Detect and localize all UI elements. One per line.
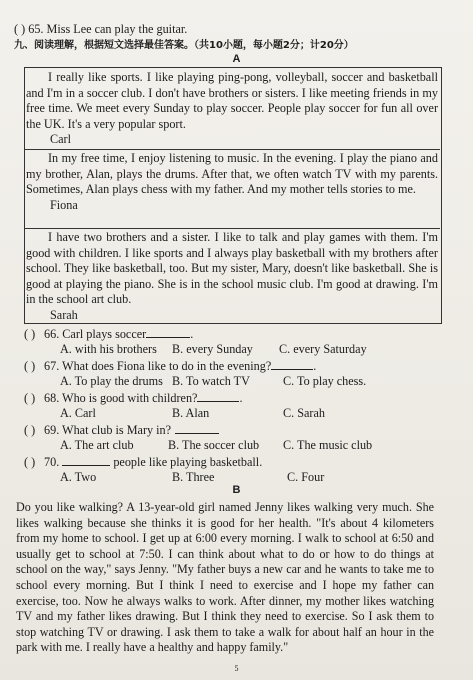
question-65 bbox=[14, 22, 187, 37]
option-a[interactable]: A. The art club bbox=[60, 438, 134, 452]
page-number: 5 bbox=[234, 664, 239, 673]
passage-author: Sarah bbox=[50, 307, 78, 322]
option-c[interactable]: C. The music club bbox=[283, 438, 373, 452]
option-a[interactable]: A. with his brothers bbox=[60, 342, 157, 356]
option-b[interactable]: B. Three bbox=[172, 470, 215, 484]
option-c[interactable]: C. every Saturday bbox=[279, 342, 367, 356]
passage-text: In my free time, I enjoy listening to music. In the evening. I play the piano and my brother, Alan, plays the drums. After that, we often watch TV with my parents. Sometimes, Alan plays chess with my father. And my mother tells stories to me. bbox=[26, 151, 438, 197]
answer-paren[interactable]: ( ) bbox=[24, 391, 36, 405]
answer-paren[interactable]: ( ) bbox=[24, 327, 36, 341]
option-c[interactable]: C. Four bbox=[287, 470, 325, 484]
question-stem: 67. What does Fiona like to do in the evening? bbox=[44, 359, 272, 373]
option-c[interactable]: C. Sarah bbox=[283, 406, 325, 420]
question-66 bbox=[24, 326, 193, 342]
passage-author: Carl bbox=[50, 132, 71, 147]
option-b[interactable]: B. To watch TV bbox=[172, 374, 250, 388]
question-stem-end: . bbox=[313, 359, 317, 373]
passage-b bbox=[16, 500, 434, 656]
answer-paren[interactable]: ( ) bbox=[14, 22, 26, 36]
question-70 bbox=[24, 454, 262, 470]
passage-carl bbox=[26, 70, 438, 148]
answer-paren[interactable]: ( ) bbox=[24, 423, 36, 437]
question-stem-end: . bbox=[190, 327, 194, 341]
question-stem: 70. bbox=[44, 455, 60, 469]
option-c[interactable]: C. To play chess. bbox=[283, 374, 367, 388]
passage-divider bbox=[24, 228, 440, 229]
passage-text: I have two brothers and a sister. I like to talk and play games with them. I'm good with children. I like sports and I always play basketball with my brothers after school. They like basketball, too. But my sister, Mary, doesn't like basketball. She is good at playing the piano. She is in the school music club. I'm good at drawing. I'm in the school art club. bbox=[26, 230, 438, 307]
passage-divider bbox=[24, 149, 440, 150]
option-a[interactable]: A. Two bbox=[60, 470, 97, 484]
answer-blank[interactable] bbox=[197, 390, 239, 402]
option-b[interactable]: B. every Sunday bbox=[172, 342, 253, 356]
answer-blank[interactable] bbox=[271, 358, 313, 370]
section-a-label: A bbox=[232, 53, 241, 65]
passage-fiona bbox=[26, 151, 438, 213]
section-b-label: B bbox=[232, 484, 241, 496]
passage-b-text: Do you like walking? A 13-year-old girl named Jenny likes walking very much. She likes walking because she thinks it is good for her health. "It's about 4 kilometers from my home to school. I get up at 6:00 every morning. I walk to school at 6:50 and usually get to school at 7:50. I can think about what to do or how to do things at school on the way," says Jenny. "My father buys a new car and he wants to take me to school every morning. But I think I need to exercise and I hope my father can exercise, too. Now he always walks to work. After dinner, my mother likes watching TV and my father likes drawing. But I think they need to exercise. So I ask them to stop watching TV or drawing. I ask them to take a walk for about half an hour in the park with me. I really have a healthy and happy family." bbox=[16, 500, 434, 655]
answer-blank[interactable] bbox=[146, 326, 190, 338]
question-68 bbox=[24, 390, 243, 406]
question-stem: 66. Carl plays soccer bbox=[44, 327, 147, 341]
answer-paren[interactable]: ( ) bbox=[24, 359, 36, 373]
question-stem-end: . bbox=[239, 391, 243, 405]
option-a[interactable]: A. To play the drums bbox=[60, 374, 163, 388]
question-65-text: 65. Miss Lee can play the guitar. bbox=[28, 22, 188, 36]
passage-author: Fiona bbox=[50, 197, 78, 212]
option-a[interactable]: A. Carl bbox=[60, 406, 96, 420]
option-b[interactable]: B. The soccer club bbox=[168, 438, 260, 452]
answer-blank[interactable] bbox=[175, 422, 219, 434]
question-stem: 69. What club is Mary in? bbox=[44, 423, 172, 437]
question-67 bbox=[24, 358, 316, 374]
question-69 bbox=[24, 422, 219, 438]
question-stem-end: people like playing basketball. bbox=[113, 455, 263, 469]
question-stem: 68. Who is good with children? bbox=[44, 391, 198, 405]
option-b[interactable]: B. Alan bbox=[172, 406, 210, 420]
passage-sarah bbox=[26, 230, 438, 324]
passage-text: I really like sports. I like playing ping-pong, volleyball, soccer and basketball and I'm in a soccer club. I don't have brothers or sisters. I like meeting friends in my free time. We meet every Sunday to play soccer. People play soccer for fun all over the UK. It's a very popular sport. bbox=[26, 70, 438, 131]
answer-paren[interactable]: ( ) bbox=[24, 455, 36, 469]
answer-blank[interactable] bbox=[62, 454, 110, 466]
section-title: 九、阅读理解，根据短文选择最佳答案。（共10小题，每小题2分；计20分） bbox=[14, 40, 354, 51]
